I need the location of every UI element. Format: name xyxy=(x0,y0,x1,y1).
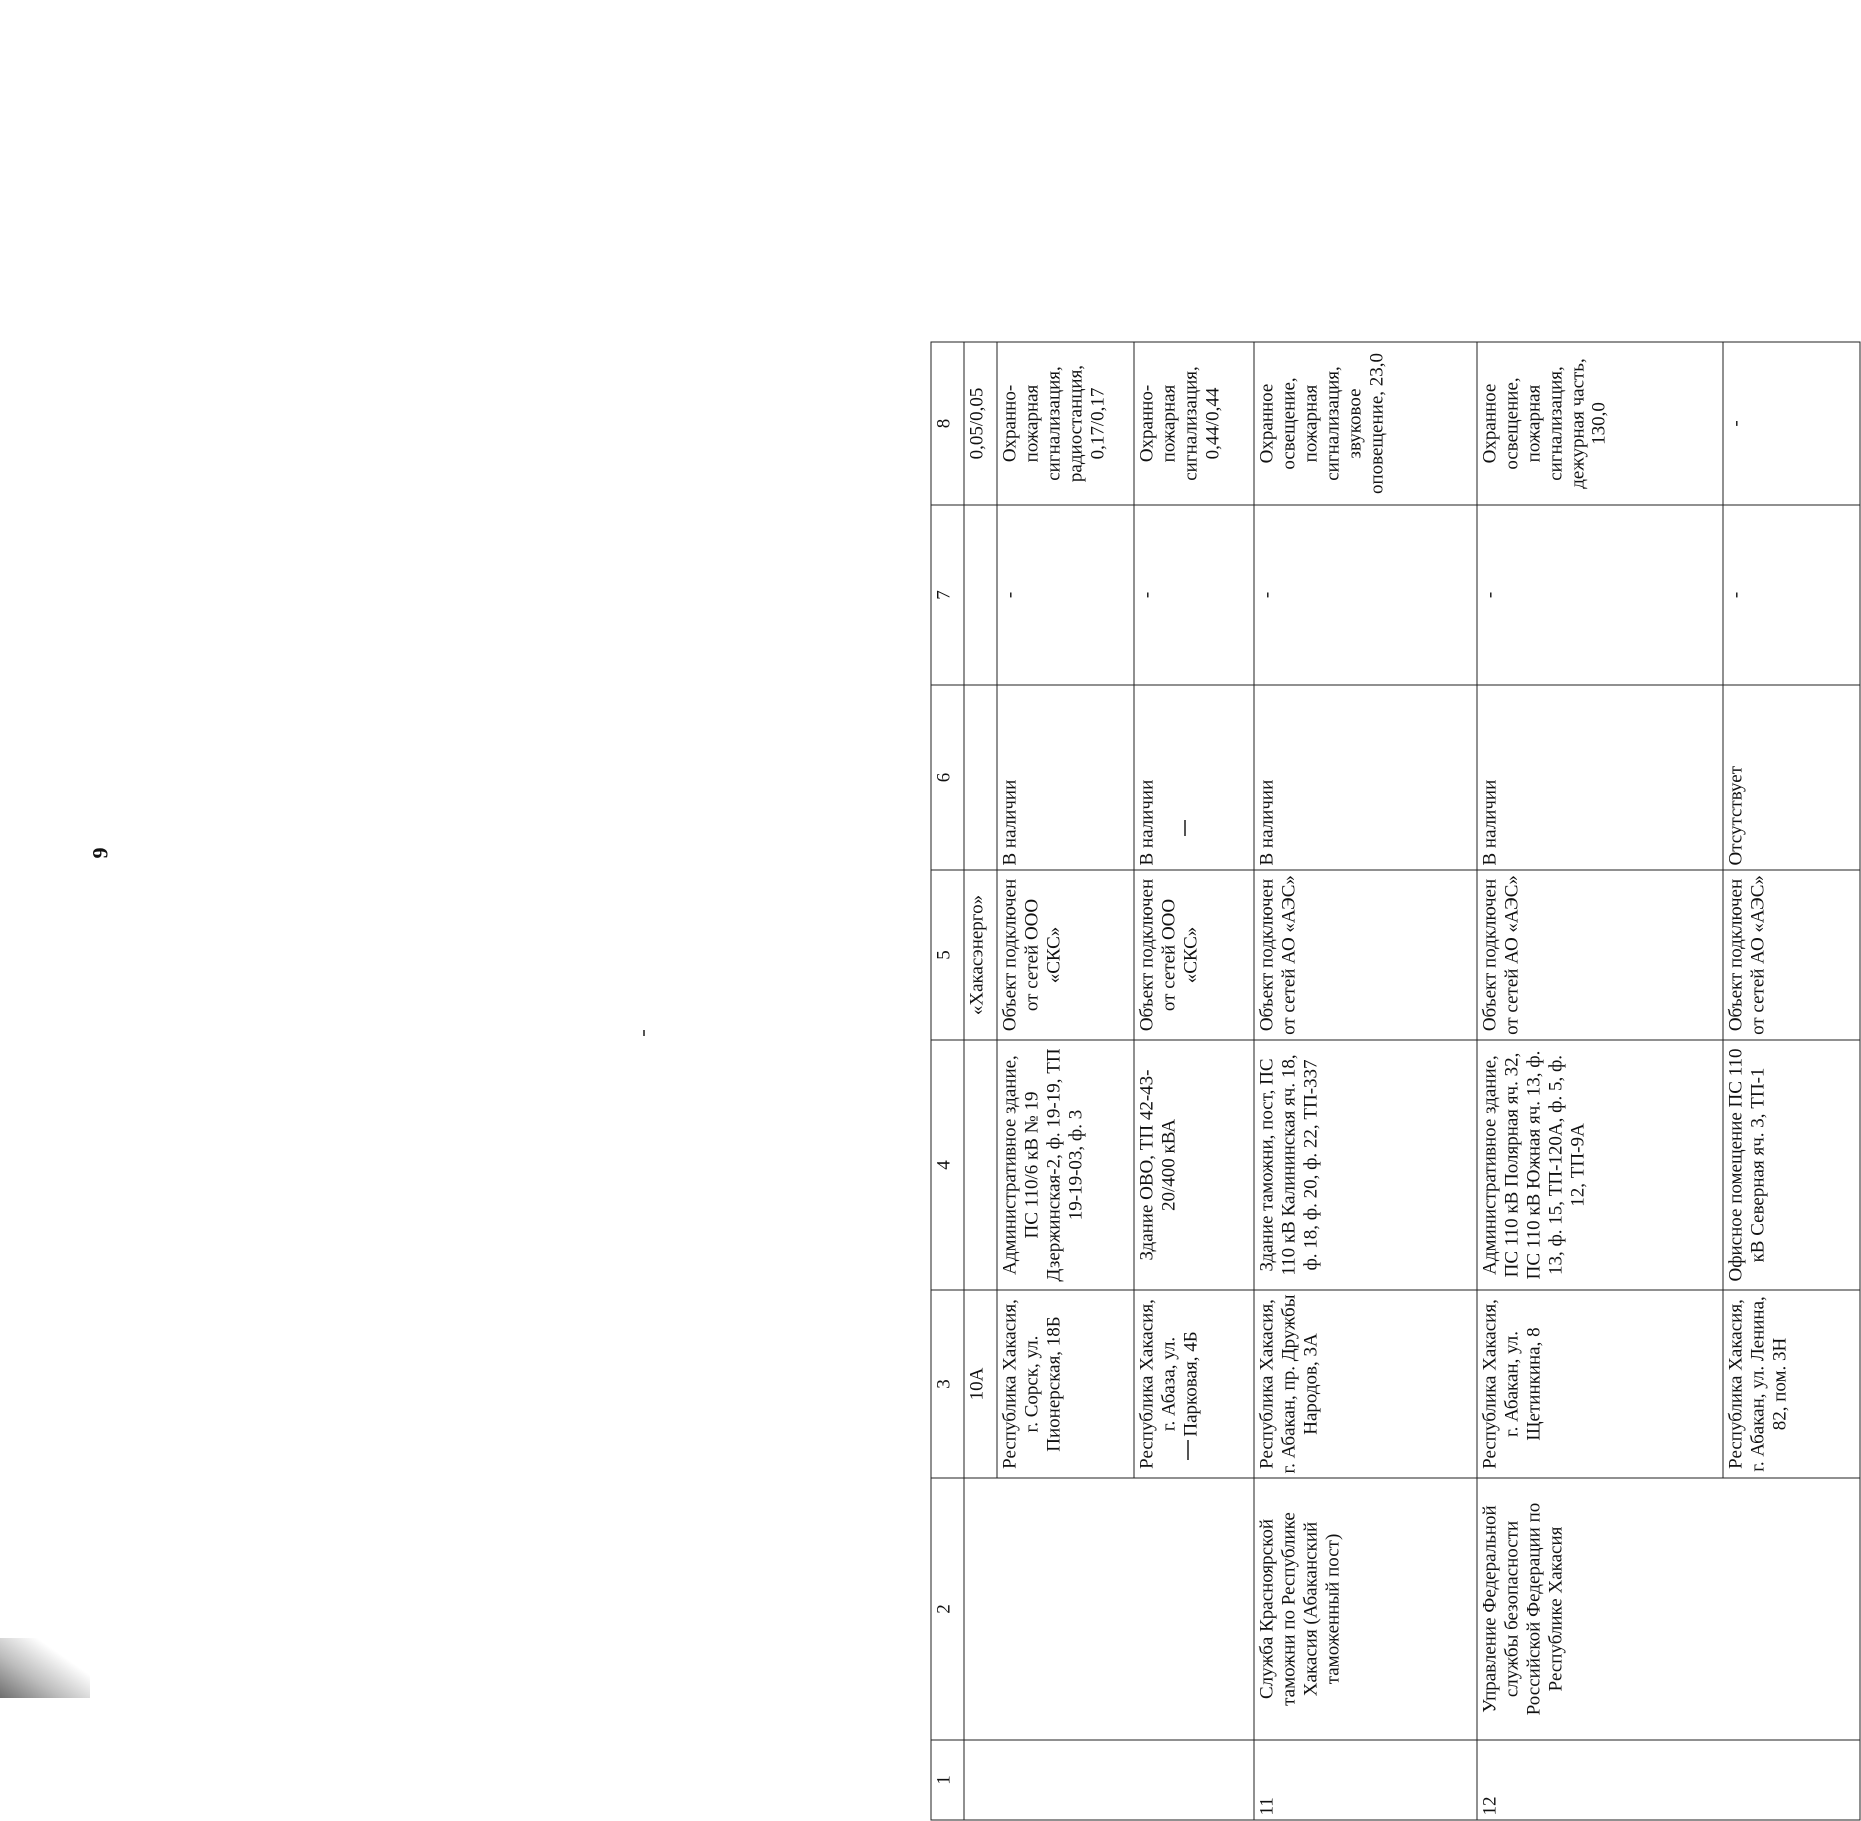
row-number: 12 xyxy=(1477,1740,1860,1820)
table-cell: Охранно-пожарная сигнализация, радиостанция, 0,17/0,17 xyxy=(997,342,1134,505)
table-cell: Охранное освещение, пожарная сигнализация, дежурная часть, 130,0 xyxy=(1477,342,1723,505)
table-cell: Объект подключен от сетей АО «АЭС» xyxy=(1254,870,1477,1040)
table-cell: Охранно-пожарная сигнализация, 0,44/0,44 xyxy=(1134,342,1254,505)
table-cell: Объект подключен от сетей ООО «СКС» xyxy=(997,870,1134,1040)
table-cell: Здание ОВО, ТП 42-43-20/400 кВА xyxy=(1134,1040,1254,1290)
table-cell: Отсутствует xyxy=(1723,685,1860,870)
table-cell: - xyxy=(997,505,1134,685)
table-cell xyxy=(964,1040,997,1290)
header-cell: 1 xyxy=(931,1740,964,1820)
table-cell xyxy=(964,685,997,870)
table-cell: Охранное освещение, пожарная сигнализация, звуковое оповещение, 23,0 xyxy=(1254,342,1477,505)
table-cell xyxy=(964,1740,1254,1820)
table-cell: В наличии xyxy=(1477,685,1723,870)
table-cell: Республика Хакасия, г. Абакан, ул. Ленина, 82, пом. 3Н xyxy=(1723,1290,1860,1478)
table-cell: - xyxy=(1723,505,1860,685)
table-cell: Объект подключен от сетей АО «АЭС» xyxy=(1723,870,1860,1040)
table-cell: Административное здание, ПС 110 кВ Полярная яч. 32, ПС 110 кВ Южная яч. 13, ф. 13, ф. 15, ТП-120А, ф. 5, ф. 12, ТП-9А xyxy=(1477,1040,1723,1290)
header-cell: 7 xyxy=(931,505,964,685)
table-cell: 10А xyxy=(964,1290,997,1478)
table-cell: Управление Федеральной службы безопасности Российской Федерации по Республике Хакасия xyxy=(1477,1478,1860,1740)
table-cell: В наличии xyxy=(997,685,1134,870)
page-number: 9 xyxy=(87,847,113,859)
table-cell: Объект подключен от сетей ООО «СКС» xyxy=(1134,870,1254,1040)
table-cell: - xyxy=(1723,342,1860,505)
scan-speck xyxy=(643,1030,645,1036)
table-cell: Республика Хакасия, г. Абаза, ул. Парковая, 4Б xyxy=(1134,1290,1254,1478)
table-cell xyxy=(964,1478,1254,1740)
continuation-row xyxy=(964,342,997,1820)
table-cell xyxy=(964,505,997,685)
table-cell: 0,05/0,05 xyxy=(964,342,997,505)
table-cell: Объект подключен от сетей АО «АЭС» xyxy=(1477,870,1723,1040)
table-cell: В наличии xyxy=(1254,685,1477,870)
table-cell: «Хакасэнерго» xyxy=(964,870,997,1040)
table-cell: - xyxy=(1134,505,1254,685)
table-cell: Офисное помещение ПС 110 кВ Северная яч. 3, ТП-1 xyxy=(1723,1040,1860,1290)
table-cell: Республика Хакасия, г. Сорск, ул. Пионерская, 18Б xyxy=(997,1290,1134,1478)
header-cell: 6 xyxy=(931,685,964,870)
header-cell: 8 xyxy=(931,342,964,505)
table-cell: Республика Хакасия, г. Абакан, пр. Дружбы Народов, 3А xyxy=(1254,1290,1477,1478)
header-row xyxy=(931,342,964,1820)
header-cell: 2 xyxy=(931,1478,964,1740)
header-cell: 4 xyxy=(931,1040,964,1290)
table-row xyxy=(1477,342,1723,1820)
table-cell: - xyxy=(1254,505,1477,685)
row-number: 11 xyxy=(1254,1740,1477,1820)
header-cell: 3 xyxy=(931,1290,964,1478)
table-cell: Здание таможни, пост, ПС 110 кВ Калининская яч. 18, ф. 18, ф. 20, ф. 22, ТП-337 xyxy=(1254,1040,1477,1290)
table-cell: - xyxy=(1477,505,1723,685)
table-cell: Республика Хакасия, г. Абакан, ул. Щетинкина, 8 xyxy=(1477,1290,1723,1478)
table-cell: Административное здание, ПС 110/6 кВ № 19 Дзержинская-2, ф. 19-19, ТП 19-19-03, ф. 3 xyxy=(997,1040,1134,1290)
table-cell: Служба Красноярской таможни по Республике Хакасия (Абаканский таможенный пост) xyxy=(1254,1478,1477,1740)
document-table xyxy=(931,342,1861,1821)
table-cell: В наличии xyxy=(1134,685,1254,870)
header-cell: 5 xyxy=(931,870,964,1040)
table-row xyxy=(1254,342,1477,1820)
scan-shadow xyxy=(0,1638,90,1698)
